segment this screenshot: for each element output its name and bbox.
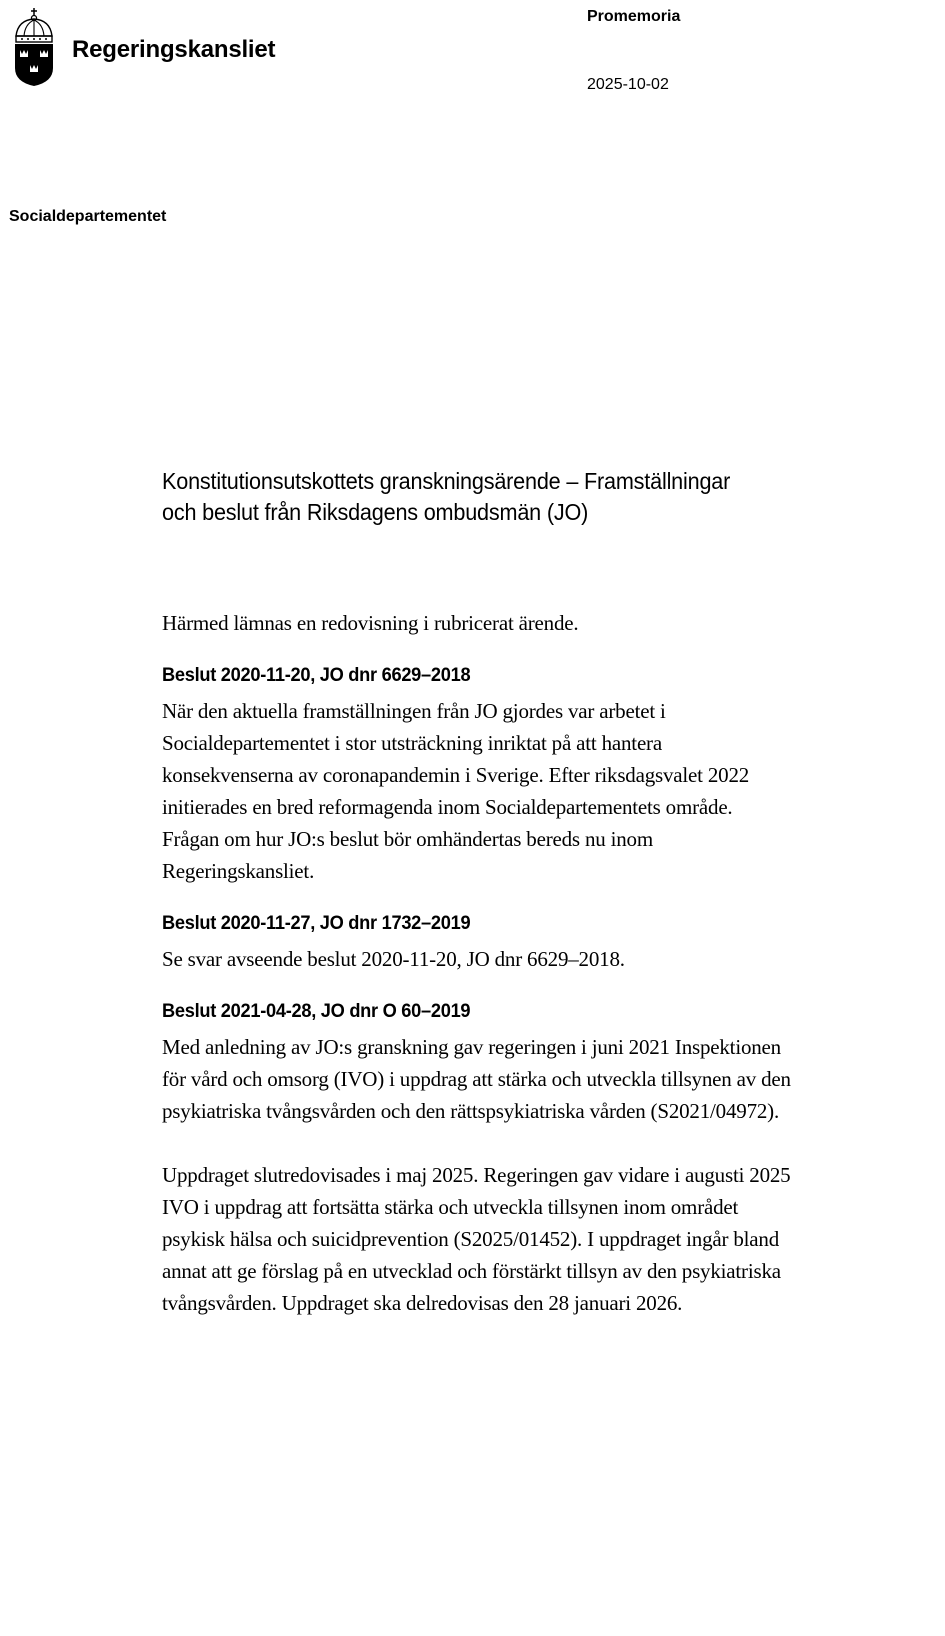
organization-logo [10, 6, 275, 88]
section-heading: Beslut 2020-11-20, JO dnr 6629–2018 [162, 665, 471, 686]
title-line: och beslut från Riksdagens ombudsmän (JO) [162, 499, 589, 525]
text-line: Socialdepartementet i stor utsträckning inriktat på att hantera [162, 731, 662, 755]
section-paragraph [162, 1031, 922, 1127]
text-line: Se svar avseende beslut 2020-11-20, JO dnr 6629–2018. [162, 947, 625, 971]
document-type: Promemoria [587, 8, 681, 25]
document-date: 2025-10-02 [587, 76, 669, 93]
coat-of-arms-icon [10, 6, 58, 88]
section-paragraph [162, 1159, 922, 1319]
text-line: När den aktuella framställningen från JO gjordes var arbetet i [162, 699, 666, 723]
decision-section [162, 911, 922, 975]
text-line: IVO i uppdrag att fortsätta stärka och utveckla tillsynen inom området [162, 1195, 739, 1219]
text-line: Frågan om hur JO:s beslut bör omhändertas bereds nu inom [162, 827, 653, 851]
text-line: psykisk hälsa och suicidprevention (S2025/01452). I uppdraget ingår bland [162, 1227, 780, 1251]
section-paragraph [162, 943, 922, 975]
decision-section [162, 999, 922, 1319]
section-paragraph [162, 695, 922, 887]
text-line: annat att ge förslag på en utvecklad och förstärkt tillsyn av den psykiatriska [162, 1259, 781, 1283]
document-title [162, 466, 876, 528]
text-line: för vård och omsorg (IVO) i uppdrag att stärka och utveckla tillsynen av den [162, 1067, 791, 1091]
section-heading: Beslut 2021-04-28, JO dnr O 60–2019 [162, 1001, 471, 1022]
intro-paragraph [162, 607, 922, 639]
title-line: Konstitutionsutskottets granskningsärende – Framställningar [162, 468, 731, 494]
text-line: Regeringskansliet. [162, 859, 315, 883]
department-name: Socialdepartementet [9, 208, 167, 225]
text-line: Härmed lämnas en redovisning i rubricerat ärende. [162, 611, 579, 635]
text-line: tvångsvården. Uppdraget ska delredovisas den 28 januari 2026. [162, 1291, 683, 1315]
text-line: psykiatriska tvångsvården och den rättspsykiatriska vården (S2021/04972). [162, 1099, 780, 1123]
section-heading: Beslut 2020-11-27, JO dnr 1732–2019 [162, 913, 471, 934]
text-line: konsekvenserna av coronapandemin i Sverige. Efter riksdagsvalet 2022 [162, 763, 750, 787]
text-line: Uppdraget slutredovisades i maj 2025. Regeringen gav vidare i augusti 2025 [162, 1163, 791, 1187]
decision-section [162, 663, 922, 887]
document-body [162, 466, 922, 1319]
text-line: Med anledning av JO:s granskning gav regeringen i juni 2021 Inspektionen [162, 1035, 781, 1059]
text-line: initierades en bred reformagenda inom Socialdepartementets område. [162, 795, 733, 819]
organization-name: Regeringskansliet [72, 36, 276, 63]
